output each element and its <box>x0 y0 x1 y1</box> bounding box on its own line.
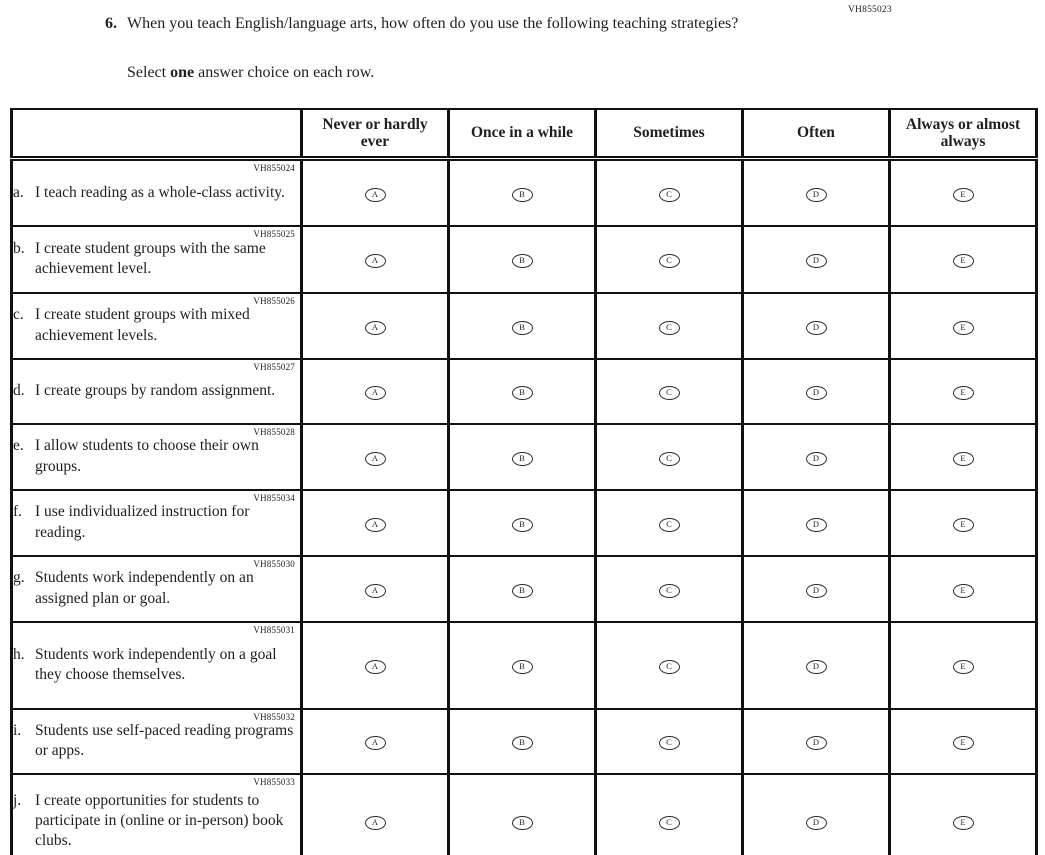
question-number: 6. <box>105 15 117 32</box>
table-row <box>12 709 1037 774</box>
row-text: I create student groups with the same achievement level. <box>35 239 266 277</box>
row-text: I use individualized instruction for reading. <box>35 503 250 541</box>
answer-bubble-b[interactable]: B <box>512 188 533 202</box>
row-text: Students work independently on a goal they choose themselves. <box>35 645 277 683</box>
answer-cell <box>596 293 743 359</box>
answer-bubble-a[interactable]: A <box>365 188 386 202</box>
row-accession-code: VH855030 <box>253 558 295 569</box>
answer-bubble-e[interactable]: E <box>953 452 974 466</box>
answer-cell <box>449 490 596 556</box>
answer-bubble-b[interactable]: B <box>512 518 533 532</box>
answer-cell <box>890 159 1037 226</box>
answer-cell <box>743 622 890 709</box>
answer-cell <box>302 490 449 556</box>
table-row <box>12 226 1037 293</box>
answer-cell <box>743 159 890 226</box>
row-accession-code: VH855032 <box>253 711 295 722</box>
answer-cell <box>596 490 743 556</box>
row-letter: j. <box>13 791 22 809</box>
answer-cell <box>596 359 743 424</box>
answer-bubble-e[interactable]: E <box>953 321 974 335</box>
row-label-cell <box>12 293 302 359</box>
row-letter: e. <box>13 437 24 455</box>
instruction-suffix: answer choice on each row. <box>194 64 375 81</box>
instruction-prefix: Select <box>127 64 171 81</box>
answer-cell <box>449 293 596 359</box>
answer-cell <box>449 226 596 293</box>
column-header-never: Never or hardly ever <box>302 109 449 159</box>
answer-bubble-b[interactable]: B <box>512 386 533 400</box>
answer-cell <box>890 709 1037 774</box>
answer-cell <box>596 226 743 293</box>
answer-cell <box>302 159 449 226</box>
answer-cell <box>449 774 596 855</box>
row-letter: a. <box>13 183 24 201</box>
answer-bubble-a[interactable]: A <box>365 518 386 532</box>
row-label-cell <box>12 709 302 774</box>
answer-bubble-d[interactable]: D <box>806 660 827 674</box>
answer-cell <box>449 159 596 226</box>
answer-cell <box>449 359 596 424</box>
answer-cell <box>302 774 449 855</box>
answer-cell <box>449 622 596 709</box>
row-text: I teach reading as a whole-class activity. <box>35 183 285 201</box>
answer-bubble-a[interactable]: A <box>365 660 386 674</box>
table-row <box>12 490 1037 556</box>
answer-bubble-a[interactable]: A <box>365 452 386 466</box>
row-label-cell <box>12 556 302 622</box>
answer-cell <box>743 774 890 855</box>
answer-bubble-e[interactable]: E <box>953 584 974 598</box>
answer-bubble-e[interactable]: E <box>953 736 974 750</box>
row-label-cell <box>12 490 302 556</box>
column-header-sometimes: Sometimes <box>596 109 743 159</box>
row-text: I create student groups with mixed achievement levels. <box>35 306 250 344</box>
answer-bubble-c[interactable]: C <box>659 452 680 466</box>
table-row <box>12 424 1037 490</box>
answer-bubble-a[interactable]: A <box>365 321 386 335</box>
answer-bubble-a[interactable]: A <box>365 584 386 598</box>
answer-bubble-b[interactable]: B <box>512 736 533 750</box>
table-row <box>12 622 1037 709</box>
answer-bubble-e[interactable]: E <box>953 386 974 400</box>
answer-bubble-e[interactable]: E <box>953 254 974 268</box>
answer-bubble-c[interactable]: C <box>659 321 680 335</box>
answer-bubble-d[interactable]: D <box>806 386 827 400</box>
response-matrix-table <box>10 108 1038 855</box>
row-label-cell <box>12 359 302 424</box>
row-text: Students work independently on an assigned plan or goal. <box>35 569 254 607</box>
answer-cell <box>890 359 1037 424</box>
row-text: I allow students to choose their own groups. <box>35 437 259 475</box>
answer-cell <box>449 709 596 774</box>
answer-cell <box>743 424 890 490</box>
answer-bubble-d[interactable]: D <box>806 816 827 830</box>
answer-bubble-a[interactable]: A <box>365 736 386 750</box>
instruction-bold: one <box>170 64 195 81</box>
answer-bubble-b[interactable]: B <box>512 452 533 466</box>
question-instruction <box>127 64 374 82</box>
question-text: When you teach English/language arts, how often do you use the following teaching strategies? <box>127 15 739 32</box>
answer-bubble-d[interactable]: D <box>806 518 827 532</box>
answer-bubble-b[interactable]: B <box>512 584 533 598</box>
column-header-always: Always or almost always <box>890 109 1037 159</box>
answer-cell <box>302 424 449 490</box>
row-accession-code: VH855033 <box>253 776 295 787</box>
row-accession-code: VH855026 <box>253 295 295 306</box>
answer-cell <box>596 159 743 226</box>
answer-cell <box>890 293 1037 359</box>
row-letter: b. <box>13 239 25 257</box>
answer-bubble-b[interactable]: B <box>512 660 533 674</box>
answer-bubble-a[interactable]: A <box>365 254 386 268</box>
answer-bubble-c[interactable]: C <box>659 188 680 202</box>
row-accession-code: VH855028 <box>253 426 295 437</box>
answer-cell <box>596 709 743 774</box>
answer-cell <box>596 774 743 855</box>
answer-bubble-c[interactable]: C <box>659 518 680 532</box>
answer-cell <box>890 424 1037 490</box>
answer-cell <box>596 622 743 709</box>
row-accession-code: VH855031 <box>253 624 295 635</box>
row-letter: c. <box>13 306 24 324</box>
answer-bubble-b[interactable]: B <box>512 254 533 268</box>
answer-bubble-c[interactable]: C <box>659 660 680 674</box>
answer-bubble-b[interactable]: B <box>512 321 533 335</box>
answer-cell <box>302 359 449 424</box>
answer-bubble-d[interactable]: D <box>806 584 827 598</box>
answer-cell <box>302 622 449 709</box>
table-row <box>12 359 1037 424</box>
answer-cell <box>743 490 890 556</box>
row-letter: h. <box>13 645 25 663</box>
row-accession-code: VH855025 <box>253 228 295 239</box>
answer-bubble-b[interactable]: B <box>512 816 533 830</box>
column-header-once-in-a-while: Once in a while <box>449 109 596 159</box>
table-row <box>12 774 1037 855</box>
answer-bubble-c[interactable]: C <box>659 254 680 268</box>
table-row <box>12 556 1037 622</box>
row-accession-code: VH855027 <box>253 361 295 372</box>
row-letter: i. <box>13 721 22 739</box>
row-label-cell <box>12 424 302 490</box>
answer-cell <box>596 556 743 622</box>
answer-cell <box>890 226 1037 293</box>
answer-bubble-a[interactable]: A <box>365 386 386 400</box>
row-text: I create groups by random assignment. <box>35 381 276 399</box>
table-row <box>12 293 1037 359</box>
row-label-column-header <box>12 109 302 159</box>
answer-bubble-d[interactable]: D <box>806 452 827 466</box>
answer-bubble-e[interactable]: E <box>953 816 974 830</box>
answer-cell <box>743 226 890 293</box>
answer-bubble-d[interactable]: D <box>806 254 827 268</box>
answer-cell <box>302 226 449 293</box>
answer-bubble-a[interactable]: A <box>365 816 386 830</box>
answer-bubble-e[interactable]: E <box>953 518 974 532</box>
answer-bubble-d[interactable]: D <box>806 321 827 335</box>
row-label-cell <box>12 774 302 855</box>
row-label-cell <box>12 622 302 709</box>
answer-cell <box>743 556 890 622</box>
row-letter: d. <box>13 381 25 399</box>
answer-cell <box>890 490 1037 556</box>
table-row <box>12 159 1037 226</box>
answer-cell <box>743 709 890 774</box>
answer-bubble-e[interactable]: E <box>953 660 974 674</box>
row-text: I create opportunities for students to participate in (online or in-person) book clubs. <box>35 791 284 850</box>
answer-bubble-c[interactable]: C <box>659 816 680 830</box>
answer-bubble-c[interactable]: C <box>659 736 680 750</box>
answer-bubble-c[interactable]: C <box>659 584 680 598</box>
answer-cell <box>890 622 1037 709</box>
row-label-cell <box>12 226 302 293</box>
answer-bubble-c[interactable]: C <box>659 386 680 400</box>
header-row <box>12 109 1037 159</box>
row-label-cell <box>12 159 302 226</box>
page-accession-code: VH855023 <box>848 5 892 15</box>
answer-cell <box>743 293 890 359</box>
row-accession-code: VH855034 <box>253 492 295 503</box>
question-block <box>105 13 782 36</box>
answer-bubble-d[interactable]: D <box>806 188 827 202</box>
row-letter: f. <box>13 503 23 521</box>
answer-cell <box>743 359 890 424</box>
row-text: Students use self-paced reading programs or apps. <box>35 721 294 759</box>
row-accession-code: VH855024 <box>253 163 295 173</box>
answer-cell <box>596 424 743 490</box>
answer-cell <box>449 424 596 490</box>
answer-cell <box>302 293 449 359</box>
column-header-often: Often <box>743 109 890 159</box>
answer-bubble-d[interactable]: D <box>806 736 827 750</box>
answer-cell <box>449 556 596 622</box>
answer-cell <box>302 556 449 622</box>
answer-bubble-e[interactable]: E <box>953 188 974 202</box>
answer-cell <box>302 709 449 774</box>
row-letter: g. <box>13 569 25 587</box>
answer-cell <box>890 556 1037 622</box>
answer-cell <box>890 774 1037 855</box>
